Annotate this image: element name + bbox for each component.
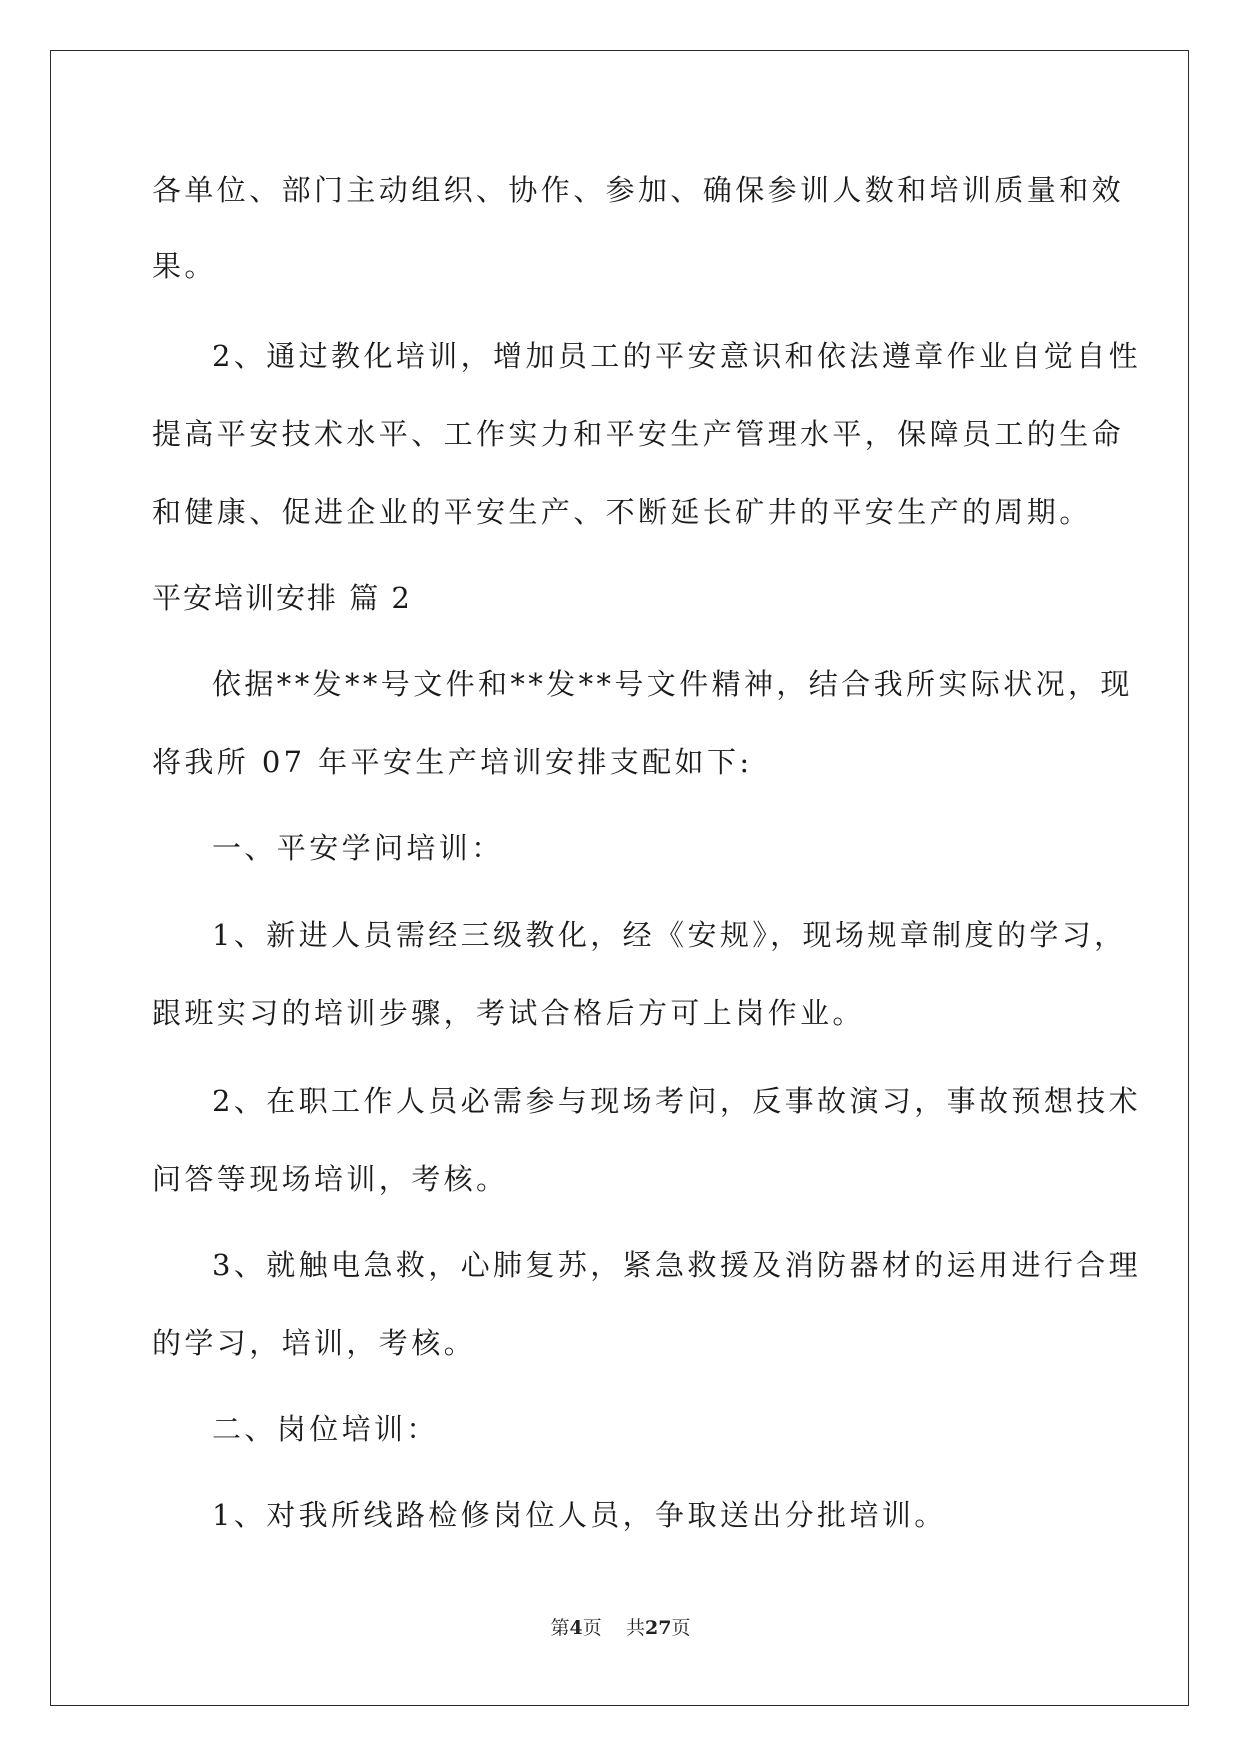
paragraph-line: 跟班实习的培训步骤，考试合格后方可上岗作业。 bbox=[152, 996, 865, 1030]
paragraph-line: 提高平安技术水平、工作实力和平安生产管理水平，保障员工的生命 bbox=[152, 417, 1125, 451]
paragraph-line: 的学习，培训，考核。 bbox=[152, 1326, 477, 1360]
total-suffix: 页 bbox=[671, 1617, 691, 1639]
paragraph-line: 和健康、促进企业的平安生产、不断延长矿井的平安生产的周期。 bbox=[152, 495, 1092, 529]
paragraph-line: 2、在职工作人员必需参与现场考问，反事故演习，事故预想技术 bbox=[212, 1084, 1142, 1118]
paragraph-line: 问答等现场培训，考核。 bbox=[152, 1162, 509, 1196]
page-suffix: 页 bbox=[582, 1617, 602, 1639]
paragraph-line: 1、对我所线路检修岗位人员，争取送出分批培训。 bbox=[212, 1498, 947, 1532]
total-prefix: 共 bbox=[625, 1617, 645, 1639]
page-footer bbox=[0, 1616, 1241, 1640]
paragraph-line: 2、通过教化培训，增加员工的平安意识和依法遵章作业自觉自性 bbox=[212, 339, 1142, 373]
paragraph-line: 各单位、部门主动组织、协作、参加、确保参训人数和培训质量和效 bbox=[152, 173, 1125, 207]
total-pages: 27 bbox=[644, 1617, 672, 1639]
paragraph-line: 二、岗位培训： bbox=[212, 1412, 439, 1446]
paragraph-line: 3、就触电急救，心肺复苏，紧急救援及消防器材的运用进行合理 bbox=[212, 1248, 1142, 1282]
paragraph-line: 将我所 07 年平安生产培训安排支配如下: bbox=[152, 745, 753, 779]
paragraph-line: 果。 bbox=[152, 249, 217, 283]
paragraph-line: 一、平安学问培训： bbox=[212, 831, 504, 865]
section-heading: 平安培训安排 篇 2 bbox=[152, 581, 412, 615]
page-number: 4 bbox=[569, 1617, 583, 1639]
page-border bbox=[50, 50, 1189, 1706]
paragraph-line: 依据**发**号文件和**发**号文件精神，结合我所实际状况，现 bbox=[212, 667, 1133, 701]
paragraph-line: 1、新进人员需经三级教化，经《安规》，现场规章制度的学习， bbox=[212, 918, 1127, 952]
page-prefix: 第 bbox=[550, 1617, 570, 1639]
